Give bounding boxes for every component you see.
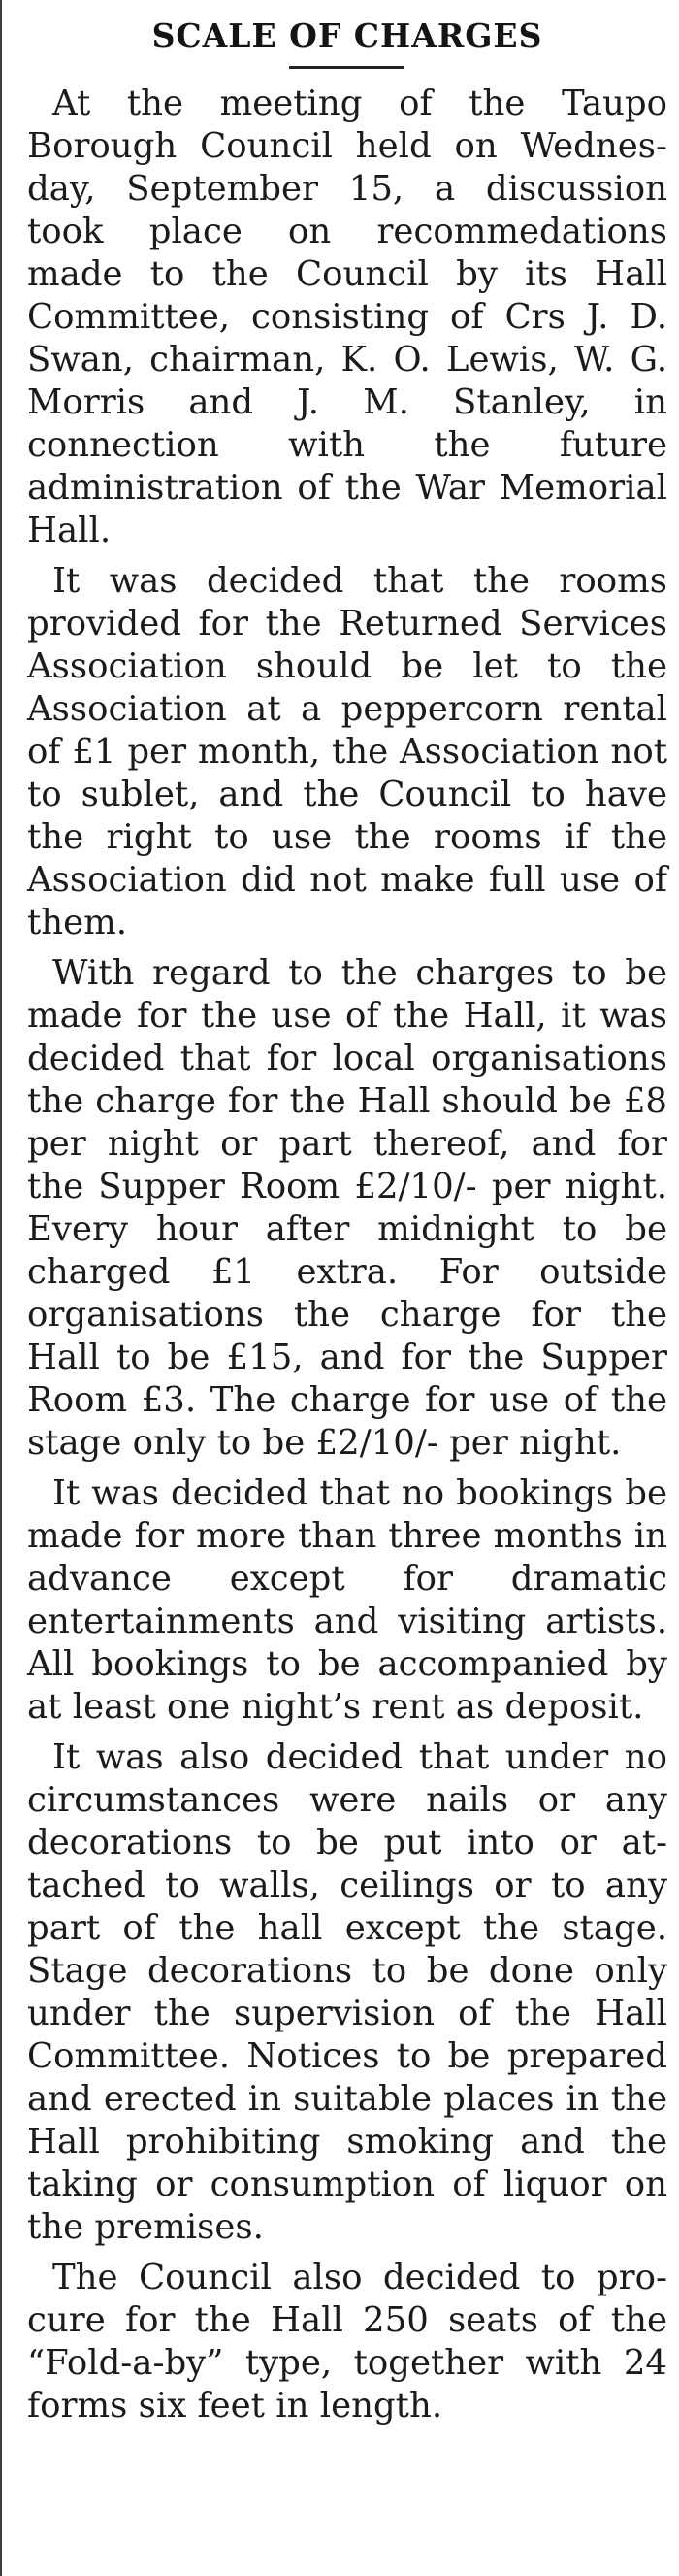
paragraph-rsa-rooms: It was decided that the rooms provided for the Returned Services Association should be let to the Association at a peppercorn rental of £1 per month, the Association not to sublet, and the Council to have the right to use the rooms if the Association did not make full use of them. [27,561,667,942]
paragraph-decorations: It was also decided that under no circumstances were nails or any decorations to be put into or attached to walls, ceilings or to any part of the hall except the stage. Stage decorations to be done only under the supervision of the Hall Committee. Notices to be prepared and erected in suitable places in the Hall prohibiting smoking and the taking or consumption of liquor on the premises. [27,1737,667,2247]
article-body [27,83,667,2427]
headline: SCALE OF CHARGES [151,17,543,54]
paragraph-bookings: It was decided that no bookings be made for more than three months in advance except for dramatic entertainments and visiting artists. All bookings to be accompanied by at least one night’s rent as deposit. [27,1473,667,1727]
paragraph-meeting: At the meeting of the Taupo Borough Council held on Wednesday, September 15, a discussion took place on recommedations made to the Council by its Hall Committee, consisting of Crs J. D. Swan, chairman, K. O. Lewis, W. G. Morris and J. M. Stanley, in connection with the future administration of the War Memorial Hall. [27,83,667,550]
paragraph-seating: The Council also decided to procure for the Hall 250 seats of the “Fold-a-by” type, together with 24 forms six feet in length. [27,2258,667,2426]
paragraph-hall-charges: With regard to the charges to be made for the use of the Hall, it was decided that for local organisations the charge for the Hall should be £8 per night or part thereof, and for the Supper Room £2/10/- per night. Every hour after midnight to be charged £1 extra. For outside organisations the charge for the Hall to be £15, and for the Supper Room £3. The charge for use of the stage only to be £2/10/- per night. [27,953,667,1463]
headline-rule [289,66,404,69]
